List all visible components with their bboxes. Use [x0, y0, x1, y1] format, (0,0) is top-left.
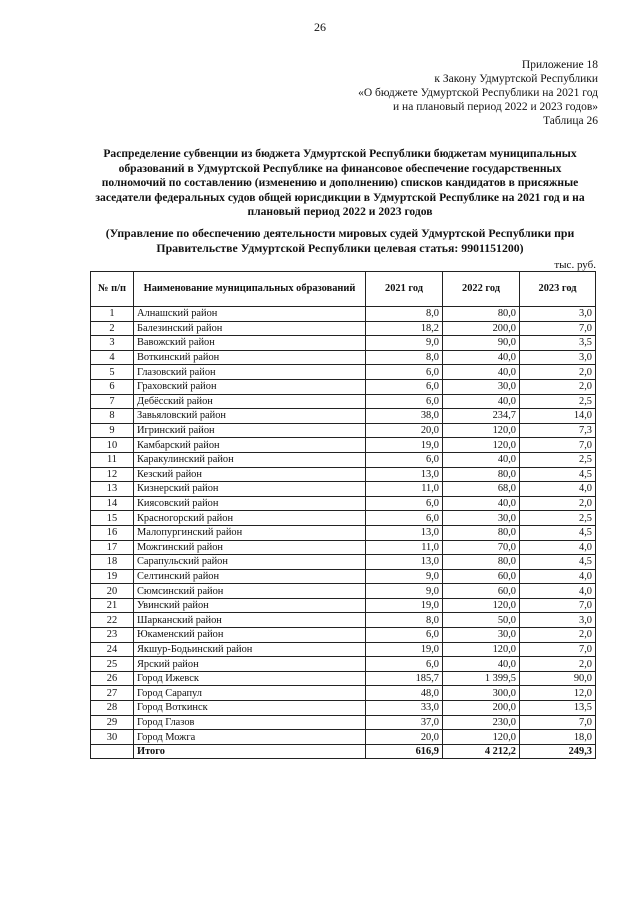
units-label: тыс. руб. [554, 259, 596, 271]
value-2022: 234,7 [443, 409, 520, 424]
value-2022: 120,0 [443, 642, 520, 657]
total-2022: 4 212,2 [443, 744, 520, 759]
row-name: Красногорский район [134, 511, 366, 526]
value-2021: 6,0 [366, 657, 443, 672]
value-2021: 11,0 [366, 482, 443, 497]
value-2021: 37,0 [366, 715, 443, 730]
value-2021: 13,0 [366, 525, 443, 540]
row-number: 25 [91, 657, 134, 672]
value-2023: 4,5 [520, 525, 596, 540]
row-number: 9 [91, 423, 134, 438]
row-number: 14 [91, 496, 134, 511]
document-title: Распределение субвенции из бюджета Удмуртской Республики бюджетам муниципальных образований в Удмуртской Республике на финансовое обеспечение государственных полномочий по составлению (изменению и дополнению) списков кандидатов в присяжные заседатели федеральных судов общей юрисдикции в Удмуртской Республике на 2021 год и на плановый период 2022 и 2023 годов [95, 147, 585, 219]
value-2023: 2,0 [520, 628, 596, 643]
table-row [91, 467, 596, 482]
value-2021: 11,0 [366, 540, 443, 555]
row-number: 5 [91, 365, 134, 380]
row-number: 20 [91, 584, 134, 599]
value-2022: 90,0 [443, 336, 520, 351]
value-2023: 13,5 [520, 701, 596, 716]
table-row [91, 715, 596, 730]
value-2023: 12,0 [520, 686, 596, 701]
document-subtitle: (Управление по обеспечению деятельности мировых судей Удмуртской Республики при Правительстве Удмуртской Республики целевая статья: 9901151200) [105, 226, 575, 255]
table-row [91, 511, 596, 526]
value-2022: 50,0 [443, 613, 520, 628]
value-2022: 120,0 [443, 730, 520, 745]
row-number: 28 [91, 701, 134, 716]
row-name: Кезский район [134, 467, 366, 482]
table-row [91, 321, 596, 336]
value-2022: 80,0 [443, 307, 520, 322]
row-name: Шарканский район [134, 613, 366, 628]
value-2023: 3,5 [520, 336, 596, 351]
table-row [91, 584, 596, 599]
table-row [91, 628, 596, 643]
table-row [91, 686, 596, 701]
appendix-line-3: «О бюджете Удмуртской Республики на 2021 год [358, 87, 598, 99]
row-number: 13 [91, 482, 134, 497]
row-number: 24 [91, 642, 134, 657]
table-row [91, 701, 596, 716]
value-2023: 7,0 [520, 321, 596, 336]
row-name: Кизнерский район [134, 482, 366, 497]
row-name: Воткинский район [134, 350, 366, 365]
value-2021: 9,0 [366, 569, 443, 584]
value-2021: 20,0 [366, 423, 443, 438]
value-2021: 13,0 [366, 555, 443, 570]
row-number: 1 [91, 307, 134, 322]
value-2022: 40,0 [443, 365, 520, 380]
table-row [91, 642, 596, 657]
table-row [91, 525, 596, 540]
value-2022: 120,0 [443, 423, 520, 438]
value-2021: 48,0 [366, 686, 443, 701]
header-2021: 2021 год [366, 272, 443, 307]
total-number [91, 744, 134, 759]
row-name: Завьяловский район [134, 409, 366, 424]
value-2021: 9,0 [366, 336, 443, 351]
value-2022: 40,0 [443, 452, 520, 467]
row-name: Ярский район [134, 657, 366, 672]
value-2023: 2,5 [520, 452, 596, 467]
value-2022: 70,0 [443, 540, 520, 555]
row-name: Глазовский район [134, 365, 366, 380]
value-2022: 40,0 [443, 496, 520, 511]
table-row [91, 598, 596, 613]
appendix-line-4: и на плановый период 2022 и 2023 годов» [393, 101, 598, 113]
value-2023: 4,0 [520, 569, 596, 584]
value-2021: 8,0 [366, 307, 443, 322]
value-2022: 230,0 [443, 715, 520, 730]
table-header-row [91, 272, 596, 307]
table-row [91, 438, 596, 453]
table-row [91, 423, 596, 438]
table-row [91, 365, 596, 380]
value-2023: 7,3 [520, 423, 596, 438]
row-name: Игринский район [134, 423, 366, 438]
table-row [91, 569, 596, 584]
value-2023: 18,0 [520, 730, 596, 745]
value-2021: 6,0 [366, 511, 443, 526]
row-name: Камбарский район [134, 438, 366, 453]
value-2022: 200,0 [443, 321, 520, 336]
table-row [91, 482, 596, 497]
row-name: Сюмсинский район [134, 584, 366, 599]
value-2023: 2,0 [520, 365, 596, 380]
row-number: 18 [91, 555, 134, 570]
value-2022: 30,0 [443, 379, 520, 394]
table-row [91, 379, 596, 394]
value-2021: 13,0 [366, 467, 443, 482]
value-2021: 33,0 [366, 701, 443, 716]
total-2023: 249,3 [520, 744, 596, 759]
header-2023: 2023 год [520, 272, 596, 307]
total-row [91, 744, 596, 759]
row-number: 4 [91, 350, 134, 365]
value-2021: 19,0 [366, 642, 443, 657]
value-2022: 120,0 [443, 598, 520, 613]
row-number: 8 [91, 409, 134, 424]
row-number: 26 [91, 671, 134, 686]
row-number: 10 [91, 438, 134, 453]
row-number: 30 [91, 730, 134, 745]
value-2023: 4,5 [520, 555, 596, 570]
value-2023: 2,0 [520, 379, 596, 394]
table-row [91, 613, 596, 628]
row-number: 16 [91, 525, 134, 540]
table-row [91, 336, 596, 351]
row-name: Можгинский район [134, 540, 366, 555]
value-2021: 18,2 [366, 321, 443, 336]
value-2021: 19,0 [366, 438, 443, 453]
row-name: Город Глазов [134, 715, 366, 730]
value-2023: 4,0 [520, 482, 596, 497]
total-2021: 616,9 [366, 744, 443, 759]
table-row [91, 350, 596, 365]
table-row [91, 657, 596, 672]
value-2021: 6,0 [366, 394, 443, 409]
row-name: Город Воткинск [134, 701, 366, 716]
value-2022: 40,0 [443, 657, 520, 672]
value-2021: 20,0 [366, 730, 443, 745]
total-label: Итого [134, 744, 366, 759]
row-name: Город Ижевск [134, 671, 366, 686]
value-2023: 2,0 [520, 657, 596, 672]
row-name: Киясовский район [134, 496, 366, 511]
value-2022: 30,0 [443, 511, 520, 526]
table-row [91, 496, 596, 511]
value-2023: 4,0 [520, 584, 596, 599]
value-2023: 7,0 [520, 642, 596, 657]
table-row [91, 555, 596, 570]
table-row [91, 394, 596, 409]
header-2022: 2022 год [443, 272, 520, 307]
row-number: 21 [91, 598, 134, 613]
value-2023: 7,0 [520, 598, 596, 613]
row-name: Увинский район [134, 598, 366, 613]
value-2023: 2,0 [520, 496, 596, 511]
row-name: Селтинский район [134, 569, 366, 584]
value-2021: 6,0 [366, 379, 443, 394]
value-2022: 40,0 [443, 350, 520, 365]
table-row [91, 409, 596, 424]
row-name: Малопургинский район [134, 525, 366, 540]
value-2023: 2,5 [520, 394, 596, 409]
value-2022: 80,0 [443, 555, 520, 570]
value-2021: 19,0 [366, 598, 443, 613]
value-2022: 30,0 [443, 628, 520, 643]
row-name: Граховский район [134, 379, 366, 394]
value-2022: 300,0 [443, 686, 520, 701]
value-2022: 68,0 [443, 482, 520, 497]
row-number: 12 [91, 467, 134, 482]
table-row [91, 730, 596, 745]
appendix-line-1: Приложение 18 [521, 59, 598, 71]
value-2023: 90,0 [520, 671, 596, 686]
row-name: Юкаменский район [134, 628, 366, 643]
value-2023: 3,0 [520, 350, 596, 365]
table-body [91, 307, 596, 759]
appendix-header [178, 58, 598, 128]
value-2021: 6,0 [366, 365, 443, 380]
row-name: Город Можга [134, 730, 366, 745]
value-2022: 200,0 [443, 701, 520, 716]
row-number: 2 [91, 321, 134, 336]
value-2022: 120,0 [443, 438, 520, 453]
value-2021: 9,0 [366, 584, 443, 599]
row-name: Сарапульский район [134, 555, 366, 570]
row-number: 19 [91, 569, 134, 584]
table-number: Таблица 26 [543, 115, 598, 127]
row-number: 22 [91, 613, 134, 628]
table-row [91, 452, 596, 467]
row-number: 27 [91, 686, 134, 701]
value-2023: 7,0 [520, 715, 596, 730]
row-name: Город Сарапул [134, 686, 366, 701]
value-2022: 80,0 [443, 525, 520, 540]
table-row [91, 671, 596, 686]
appendix-line-2: к Закону Удмуртской Республики [434, 73, 598, 85]
value-2023: 4,5 [520, 467, 596, 482]
value-2022: 60,0 [443, 584, 520, 599]
row-number: 17 [91, 540, 134, 555]
value-2022: 80,0 [443, 467, 520, 482]
subvention-table [90, 271, 596, 759]
row-number: 11 [91, 452, 134, 467]
value-2021: 6,0 [366, 496, 443, 511]
table-row [91, 307, 596, 322]
value-2023: 14,0 [520, 409, 596, 424]
row-name: Каракулинский район [134, 452, 366, 467]
value-2021: 8,0 [366, 350, 443, 365]
header-number: № п/п [91, 272, 134, 307]
value-2022: 1 399,5 [443, 671, 520, 686]
header-name: Наименование муниципальных образований [134, 272, 366, 307]
row-number: 15 [91, 511, 134, 526]
value-2023: 3,0 [520, 307, 596, 322]
row-number: 29 [91, 715, 134, 730]
value-2023: 7,0 [520, 438, 596, 453]
row-number: 6 [91, 379, 134, 394]
row-number: 7 [91, 394, 134, 409]
value-2023: 2,5 [520, 511, 596, 526]
value-2021: 185,7 [366, 671, 443, 686]
row-number: 23 [91, 628, 134, 643]
value-2021: 6,0 [366, 628, 443, 643]
table-row [91, 540, 596, 555]
row-name: Дебёсский район [134, 394, 366, 409]
value-2023: 3,0 [520, 613, 596, 628]
value-2021: 38,0 [366, 409, 443, 424]
row-name: Вавожский район [134, 336, 366, 351]
value-2021: 6,0 [366, 452, 443, 467]
row-number: 3 [91, 336, 134, 351]
value-2021: 8,0 [366, 613, 443, 628]
row-name: Балезинский район [134, 321, 366, 336]
value-2023: 4,0 [520, 540, 596, 555]
page-number: 26 [314, 20, 326, 34]
row-name: Якшур-Бодьинский район [134, 642, 366, 657]
row-name: Алнашский район [134, 307, 366, 322]
value-2022: 60,0 [443, 569, 520, 584]
value-2022: 40,0 [443, 394, 520, 409]
